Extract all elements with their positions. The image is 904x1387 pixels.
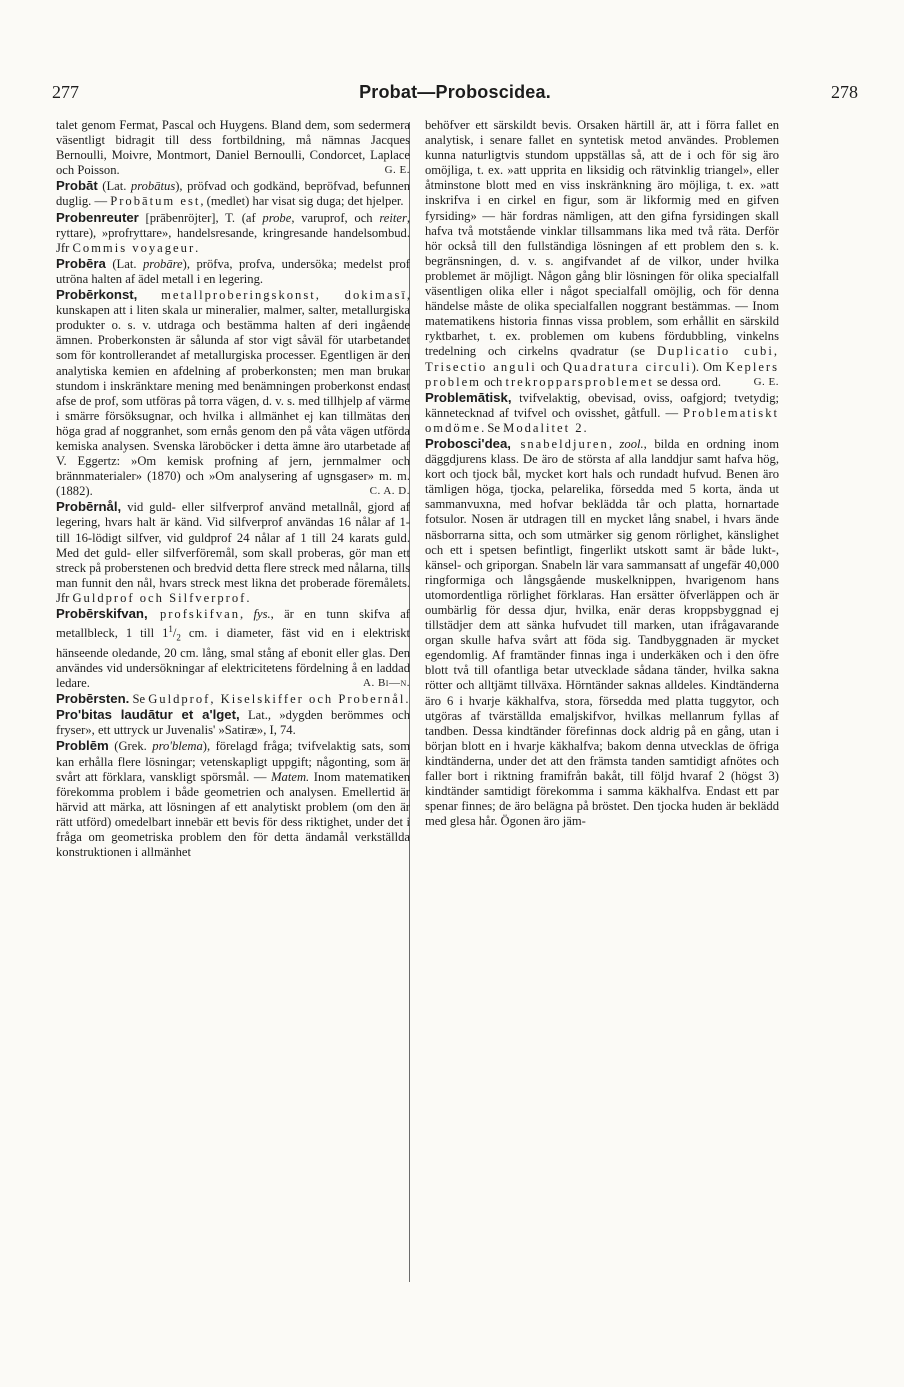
entry-probersten: Probērsten. Se Guldprof, Kiselskiffer och Probernål.: [56, 691, 409, 707]
entry-problem-continued: behöfver ett särskildt bevis. Orsaken härtill är, att i förra fallet en analytisk, i senare fallet en syntetisk metod användes. Problemen kunna naturligtvis stundom uppställas så, att de i och för sig äro omöjliga, t. ex. »att upprita en liksidig och rätvinklig triangel», eller åtminstone blott med en viss inskränkning äro möjliga, t. ex. »att inskrifva i en cirkel en figur, som är likformig med en gifven fyrsiding» — här fordras nämligen, att den gifna fyrsidingen skall hafva två motstående vinklar tillsammans lika med två räta. Derför hör också till den fullständiga lösningen af ett problem den s. k. begränsningen, d. v. s. angifvandet af de vilkor, under hvilka problemet är möjligt. Någon gång blir lösningen för olika specialfall väsentligen olika eller i något specialfall omöjlig, och för denna händelse måste de olika specialfallen noggrant bestämmas. — Inom matematikens historia finnas vissa problem, som erhållit en särskild ryktbarhet, t. ex. problemen om kubens fördubbling, vinkelns tredelning och cirkelns qvadratur (se Duplicatio cubi, Trisectio anguli och Quadratura circuli). Om Keplers problem och trekropparsproblemet se dessa ord. G. E.: [425, 118, 780, 389]
page-number-left: 277: [52, 82, 79, 102]
headword: Probērkonst,: [56, 287, 138, 303]
entry-problem: Problēm (Grek. pro'blema), förelagd fråga; tvifvelaktig sats, som kan erhålla flere lösningar; vetenskapligt uppgift; någonting, som är svårt att förklara, vanskligt spörsmål. — Matem. Inom matematiken förekomma problem i både geometrien och analysen. Emellertid är härvid att märka, att lösningen af ett analytiskt problem (om den är rätt utförd) omedelbart innebär ett bevis för dess riktighet, under det i fråga om geometriska problem den för detta ändamål verkställda konstruktionen i allmänhet: [56, 738, 411, 860]
cross-reference: Quadratura circuli: [562, 359, 692, 374]
headword: Probērsten.: [56, 691, 130, 707]
cross-reference: Keplers problem: [425, 359, 780, 389]
entry-probera: Probēra (Lat. probāre), pröfva, profva, undersöka; medelst prof utröna halten af ädel metall i en legering.: [56, 255, 411, 286]
headword: Probērskifvan,: [56, 606, 148, 621]
entry-proberkonst: Probērkonst, metallproberingskonst, dokimasī, kunskapen att i liten skala ur mineralier, malmer, salter, metallurgiska produkter o. s. v. utdraga och bestämma halten af deri ingående ämnen. Proberkonsten är sålunda af stor vigt såväl för utarbetandet som för kontrollerandet af metallurgiska processer. Egentligen är den analytiska kemien en afdelning af proberkonsten; men man brukar stundom i inskränktare mening med benämningen proberkonst endast afse de prof, som utföras på torra vägen, d. v. s. med tillhjelp af värme i smärre försöksugnar, och hvilka i allmänhet ej kan tillmätas den höga grad af noggranhet, som ernås genom den på våta vägen utförda kemiska analysen. Svenska läroböcker i detta ämne äro utarbetade af V. Eggertz: »Om kemisk profning af jern, jernmalmer och brännmaterialer» (1870) och »Om analysering af ugnsgaser» m. m. (1882). C. A. D.: [56, 287, 410, 499]
author-signature: A. Bi—n.: [363, 677, 410, 690]
left-column: [56, 118, 410, 860]
page-header: [52, 82, 858, 108]
author-signature: C. A. D.: [369, 485, 410, 498]
entry-proboscidea: Probosci'dea, snabeldjuren, zool., bilda en ordning inom däggdjurens klass. De äro de största af alla landdjur samt hafva hög, kort och tjock bål, mycket kort hals och rundadt hufvud. Benen äro tämligen höga, tjocka, pelarelika, försedda med 5 korta, ända ut sammanvuxna, med hofvar beklädda tår och platta, hornartade fotsulor. Nosen är utdragen till en mycket lång snabel, i hvars ände näsborrarna sitta, och som utmärker sig genom rörlighet, känslighet och ett i spetsen befintligt, fingerlikt utskott samt är både lukt-, känsel- och griporgan. Snabeln lär vara sammansatt af ungefär 40,000 ringformiga och långsgående muskelknippen, hvarigenom hans utomordentliga rörlighet förklaras. Han ersätter öfverläppen och är oumbärlig för dessa djur, hvilka, enär deras kroppsbyggnad ej tillstädjer dem att sänka hufvudet till marken, utan ifrågavarande organ skulle hafva svårt att föda sig. Tandbyggnaden är mycket egendomlig. Af framtänder finnas inga i underkäken och i den öfre blott två till ofantliga betar utvecklade sådana tänder, hvilka sakna rötter och alltjämt tillväxa. Hörntänder saknas alldeles. Kindtänderna äro 6 i hvarje käkhalfva, stora, försedda med platta tuggytor, och utgöras af tvärställda emaljskifvor, hvilkas mellanrum fyllas af tandben. Dessa kindtänder förefinnas dock aldrig på en gång, utan i början blott en i hvarje käkhalfva; bakom denna utvecklas de öfriga kindtänderna, under det att den främsta tanden samtidigt afnötes och faller bort i riktning framifrån bakåt, till följd hvaraf 2 (högst 3) kindtänder samtidigt förekomma i samma käkhalfva. Endast ett par spenar finnes; de äro belägna på bröstet. Den tjocka huden är beklädd med glesa hår. Ögonen äro jäm-: [425, 435, 780, 829]
entry-continuation: talet genom Fermat, Pascal och Huygens. Bland dem, som sedermera väsentligt bidragit till dess fortbildning, må nämnas Jacques Bernoulli, Moivre, Montmort, Daniel Bernoulli, Condorcet, Laplace och Poisson. G. E.: [56, 118, 410, 178]
cross-reference: Modalitet 2: [503, 420, 584, 435]
headword: Probenreuter: [56, 209, 139, 225]
entry-proberskifvan: Probērskifvan, profskifvan, fys., är en tunn skifva af metallbleck, 1 till $1^1/_2$ cm. i diameter, fäst vid en i elektriskt hänseende oledande, 20 cm. lång, smal stång af ebonit eller glas. Den användes vid undersökningar af elektricitetens fördelning å en laddad ledare. A. Bi—n.: [56, 606, 410, 691]
entry-problematisk: Problemātisk, tvifvelaktig, obevisad, oviss, oafgjord; tvetydig; kännetecknad af tvifvel och ovisshet, gåtfull. — Problematiskt omdöme. Se Modalitet 2.: [425, 389, 779, 435]
author-signature: G. E.: [384, 164, 410, 177]
cross-reference: Duplicatio cubi, Trisectio anguli: [425, 344, 779, 374]
entry-probernal: Probērnål, vid guld- eller silfverprof använd metallnål, gjord af legering, hvars halt är känd. Vid silfverprof användas 16 nålar af 1- till 16-lödigt silfver, vid guldprof 24 nålar af 1 till 24 karats guld. Med det guld- eller silfverföremål, som skall proberas, gör man ett streck på proberstenen och bredvid detta flere streck med nålarna, tills man funnit den nål, hvars streck mest likna det proberade föremålets. Jfr Guldprof och Silfverprof.: [56, 499, 410, 605]
running-title: Probat—Proboscidea.: [359, 82, 551, 102]
headword: Problemātisk,: [425, 389, 512, 405]
headword: Pro'bitas laudātur et a'lget,: [56, 707, 240, 723]
author-signature: G. E.: [753, 375, 779, 388]
headword: Probosci'dea,: [425, 435, 511, 451]
cross-reference: Guldprof, Kiselskiffer och Probernål: [148, 692, 406, 707]
right-column: [425, 118, 779, 829]
cross-reference: Probātum est: [110, 194, 201, 209]
cross-reference: Guldprof och Silfverprof: [72, 590, 247, 605]
headword: Problēm: [56, 738, 109, 754]
cross-reference: trekropparsproblemet: [505, 374, 654, 389]
headword: Probērnål,: [56, 499, 122, 515]
cross-reference: Problematiskt omdöme: [425, 405, 779, 435]
headword: Probāt: [56, 178, 98, 194]
page-number-right: 278: [831, 82, 858, 102]
entry-probenreuter: Probenreuter [prābenröjter], T. (af probe, varuprof, och reiter, ryttare), »profryttare», handelsresande, kringresande handelsombud. Jfr Commis voyageur.: [56, 209, 410, 255]
cross-reference: Commis voyageur: [72, 240, 196, 255]
entry-probitas: Pro'bitas laudātur et a'lget, Lat., »dygden berömmes och fryser», ett uttryck ur Juvenalis' »Satiræ», I, 74.: [56, 707, 410, 738]
entry-probat: Probāt (Lat. probātus), pröfvad och godkänd, bepröfvad, befunnen duglig. — Probātum est, (medlet) har visat sig duga; det hjelper.: [56, 178, 411, 209]
headword: Probēra: [56, 255, 106, 271]
